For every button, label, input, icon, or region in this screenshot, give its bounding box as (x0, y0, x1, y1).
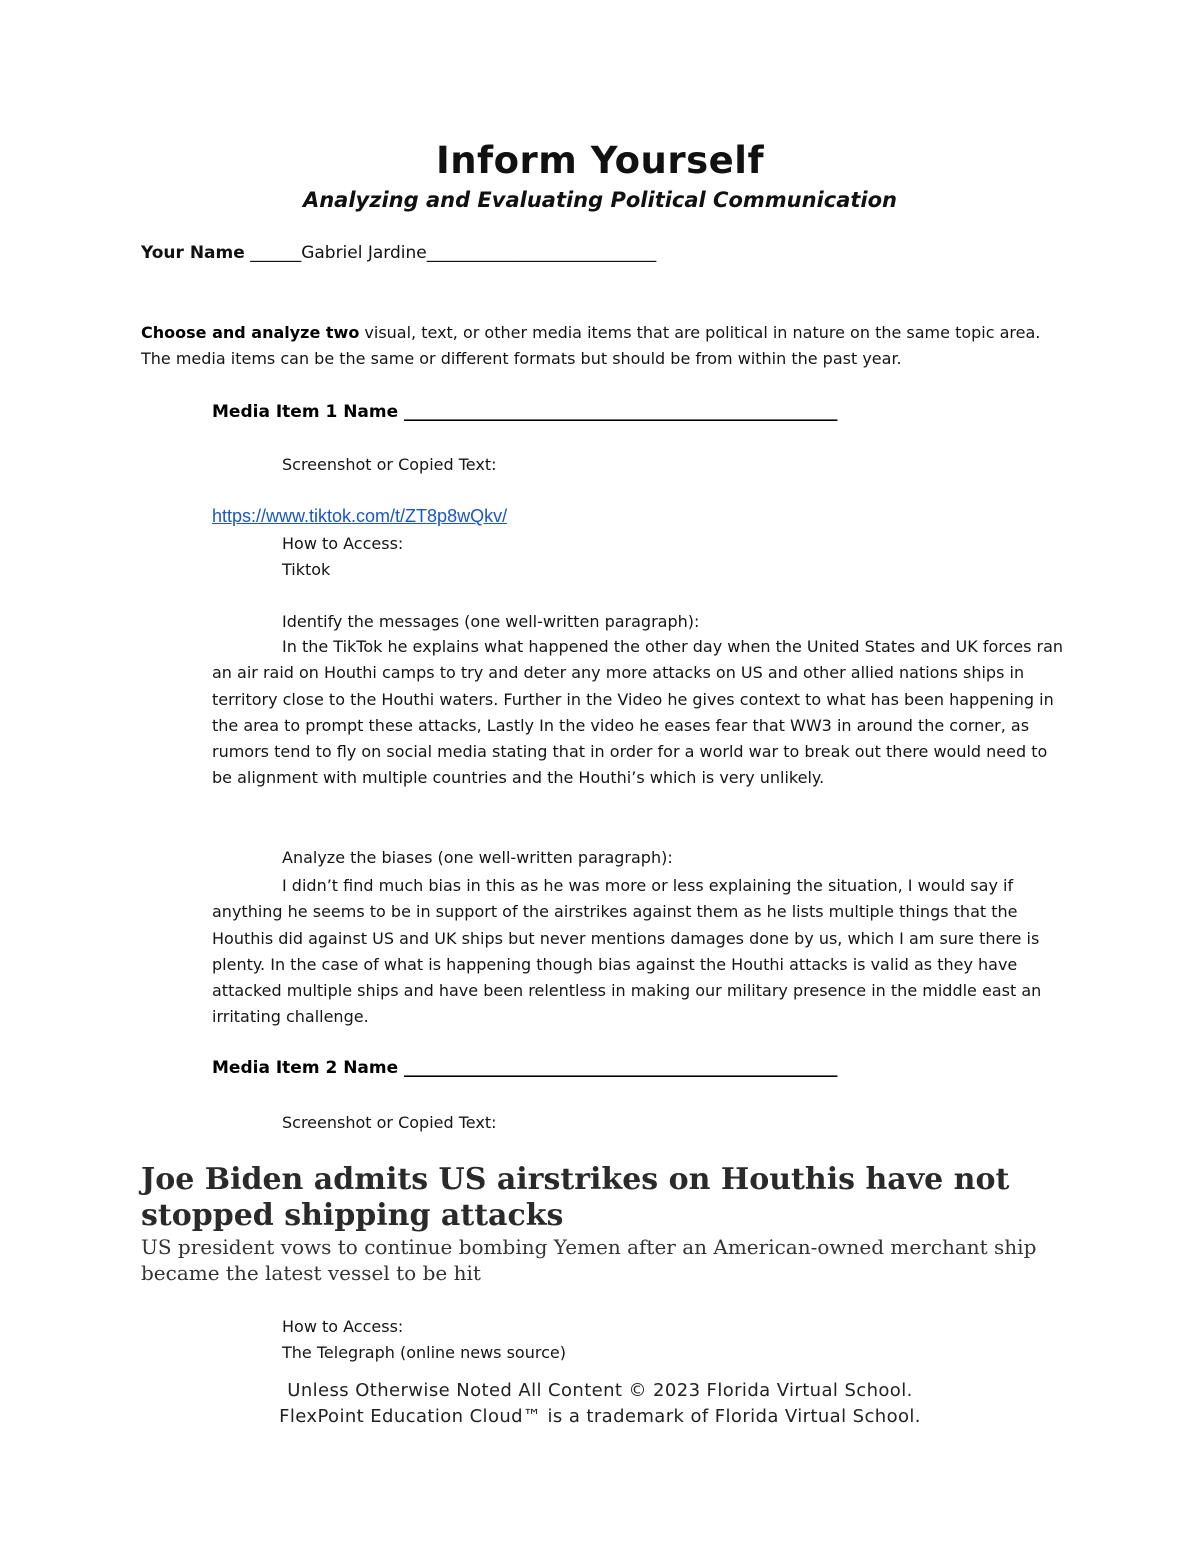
media-item-1-link[interactable]: https://www.tiktok.com/t/ZT8p8wQkv/ (212, 506, 508, 526)
media-item-1-biases-label: Analyze the biases (one well-written paragraph): (282, 848, 673, 867)
media-item-1-access-value: Tiktok (282, 560, 331, 579)
media-item-1-heading: Media Item 1 Name ___________________________________________________ (212, 402, 838, 422)
instructions-text: visual, text, or other media items that are political in nature on the same topic area. The media items can be the same or different formats but should be from within the past year. (141, 323, 1041, 368)
media-item-1-messages-paragraph (212, 634, 1072, 792)
news-headline: Joe Biden admits US airstrikes on Houthis have not stopped shipping attacks (141, 1162, 1010, 1233)
media-item-1-biases-text: I didn’t find much bias in this as he was more or less explaining the situation, I would say if anything he seems to be in support of the airstrikes against them as he lists multiple things that the Houthis did against US and UK ships but never mentions damages done by us, which I am sure there is plenty. In the case of what is happening though bias against the Houthi attacks is valid as they have attacked multiple ships and have been relentless in making our military presence in the middle east an irritating challenge. (212, 876, 1042, 1027)
media-item-2-access-label: How to Access: (282, 1317, 404, 1336)
page-subtitle: Analyzing and Evaluating Political Communication (302, 188, 897, 212)
footer-copyright: Unless Otherwise Noted All Content © 2023 Florida Virtual School. (287, 1380, 913, 1401)
instructions (141, 320, 1066, 372)
media-item-1-messages-label: Identify the messages (one well-written paragraph): (282, 612, 700, 631)
media-item-1-access-label: How to Access: (282, 534, 404, 553)
name-value: ______Gabriel Jardine___________________________ (250, 243, 657, 263)
name-label: Your Name (141, 243, 245, 263)
news-standfirst: US president vows to continue bombing Yemen after an American-owned merchant ship became the latest vessel to be hit (141, 1235, 1037, 1285)
footer-trademark: FlexPoint Education Cloud™ is a trademark of Florida Virtual School. (279, 1406, 921, 1427)
page-title: Inform Yourself (435, 139, 765, 182)
instructions-lead: Choose and analyze two (141, 323, 360, 342)
media-item-1-screenshot-label: Screenshot or Copied Text: (282, 455, 497, 474)
media-item-2-screenshot-label: Screenshot or Copied Text: (282, 1113, 497, 1132)
media-item-2-access-value: The Telegraph (online news source) (282, 1343, 566, 1362)
media-item-1-biases-paragraph (212, 873, 1072, 1031)
media-item-1-messages-text: In the TikTok he explains what happened the other day when the United States and UK forces ran an air raid on Houthi camps to try and deter any more attacks on US and other allied nations ships in territory close to the Houthi waters. Further in the Video he gives context to what has been happening in the area to prompt these attacks, Lastly In the video he eases fear that WW3 in around the corner, as rumors tend to fly on social media stating that in order for a world war to break out there would need to be alignment with multiple countries and the Houthi’s which is very unlikely. (212, 637, 1064, 788)
media-item-2-heading: Media Item 2 Name ___________________________________________________ (212, 1058, 838, 1078)
name-field (141, 243, 656, 263)
